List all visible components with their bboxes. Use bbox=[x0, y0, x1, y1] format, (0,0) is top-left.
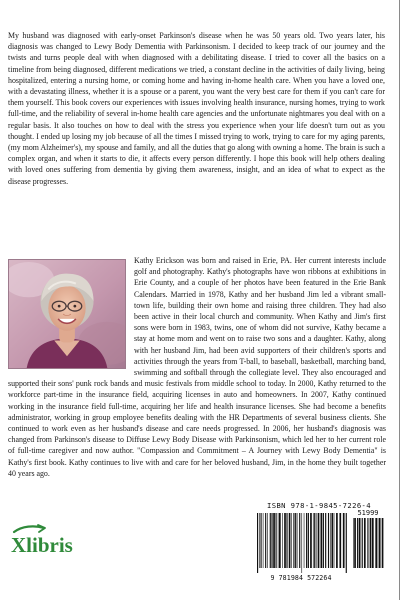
isbn-barcode bbox=[252, 501, 386, 587]
author-biography: Kathy Erickson was born and raised in Erie, PA. Her current interests include golf and photography. Kathy's photographs have won ribbons at exhibitions in Erie County, and a couple of her photos have been featured in the Erie Bank Calendars. Married in 1978, Kathy and her husband Jim led a vibrant small-town life, building their own home and raising three children. They had also been active in their local church and community. When Kathy and Jim's first sons were born in 1983, twins, one of whom did not survive, Kathy became a stay at home mom and went on to raise two sons and a daughter. Kathy, along with her husband Jim, had been avid supporters of their children's sports and activities through the years from T-ball, to baseball, basketball, marching band, swimming and softball through the collegiate level. They also encouraged and supported their sons' punk rock bands and music festivals from middle school to today. In 2000, Kathy returned to the workforce part-time in the insurance field, acquiring licenses in auto and homeowners. In 2007, Kathy continued working in the insurance field full-time, acquiring her life and health insurance licenses. She had become a benefits administrator, working in group employee benefits dealing with the HR Departments of several business clients. She continued to work even as her husband's disease and care needs progressed. In 2006, her husband's diagnosis was changed from Parkinson's disease to Diffuse Lewy Body Disease with Parkinsonism, which led her to her current role of full-time caregiver and now author. "Compassion and Commitment – A Journey with Lewy Body Dementia" is Kathy's first book. Kathy continues to live with and care for her beloved husband, Jim, in the home they built together 40 years ago. bbox=[8, 256, 386, 478]
price-code: 51999 bbox=[357, 509, 379, 517]
ean-barcode-bars bbox=[256, 513, 348, 573]
svg-text:Xlibris: Xlibris bbox=[11, 533, 73, 557]
publisher-logo bbox=[8, 523, 100, 557]
xlibris-logo-icon bbox=[8, 523, 100, 557]
author-section bbox=[8, 255, 386, 479]
author-portrait-image bbox=[9, 260, 125, 368]
ean-digits: 9 781984 572264 bbox=[270, 574, 332, 582]
author-photo bbox=[8, 259, 126, 369]
book-synopsis: My husband was diagnosed with early-onset Parkinson's disease when he was 50 years old. Two years later, his diagnosis was changed to Lewy Body Dementia with Parkinsonism. I decided to keep track of our journey and the twists and turns people deal with when diagnosed with a debilitating disease. I tried to cover all the basics on a timeline from being diagnosed, different medications we tried, a constant decline in the activities of daily living, being hospitalized, entering a nursing home, or coming home and having in-home health care. When you have a loved one, with a devastating illness, whether it is a spouse or a parent, you want the very best care for them if you can't care for them yourself. This book covers our experiences with issues involving health insurance, nursing homes, trying to work full-time, and the reliability of several in-home health care agencies and the unfortunate nightmares you deal with on a regular basis. It also touches on how to deal with the stress you experience when your life doesn't turn out as you thought. I ended up losing my job because of all the times I missed trying to work, trying to care for my aging parents, (my mom Alzheimer's), my spouse and family, and all the duties that go along with owning a home. The brain is such a complex organ, and when it starts to die, it affects every person differently. I hope this book will help others dealing with loved ones suffering from dementia by giving them awareness, insight, and an idea of what to expect as the disease progresses. bbox=[8, 31, 385, 186]
price-barcode-bars bbox=[352, 518, 384, 573]
isbn-number: ISBN 978-1-9845-7226-4 bbox=[267, 501, 371, 510]
